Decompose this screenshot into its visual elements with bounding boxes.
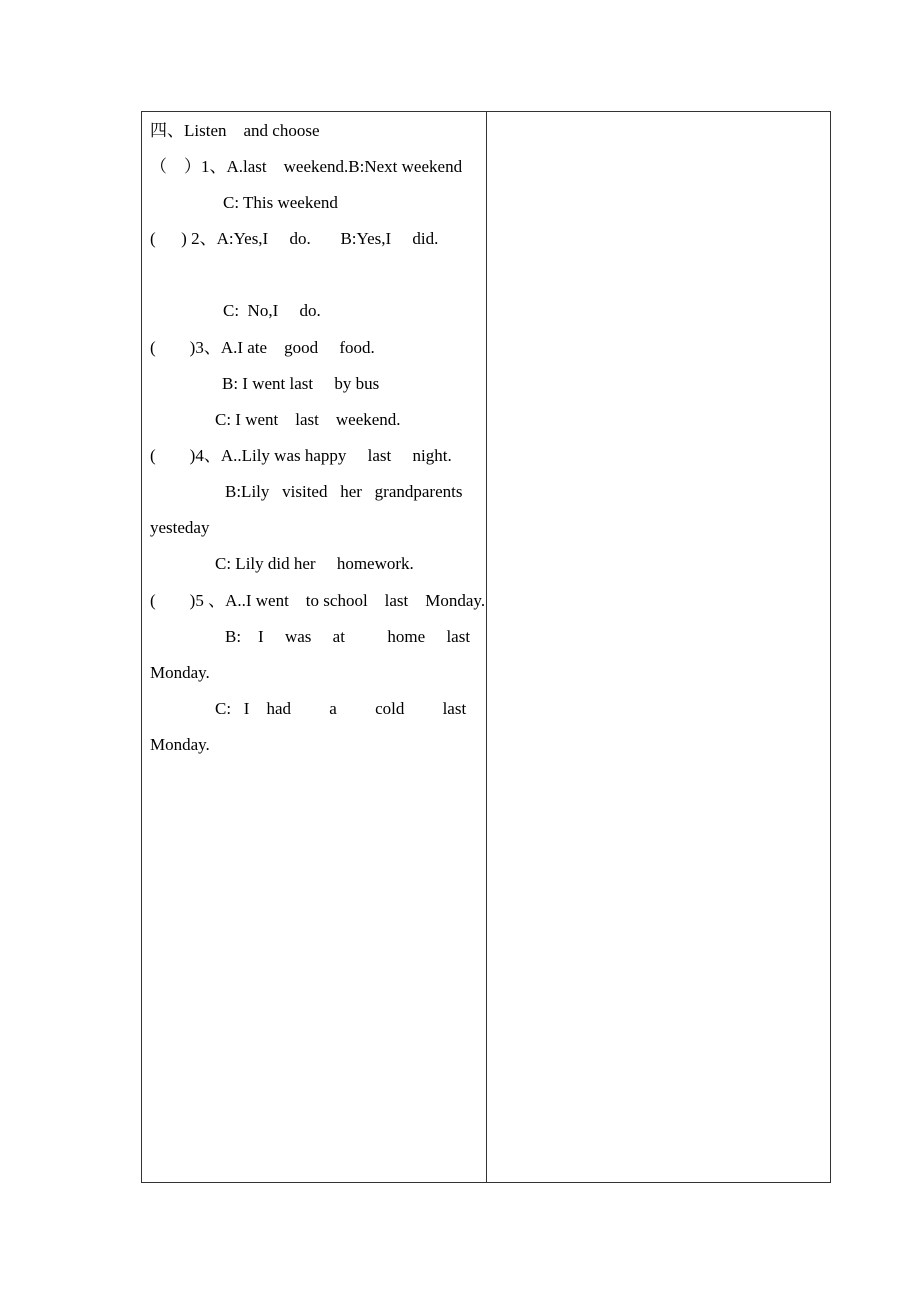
question-5-option-b-cont: Monday. bbox=[150, 663, 210, 682]
question-3-option-c: C: I went last weekend. bbox=[215, 410, 401, 429]
question-4-option-c: C: Lily did her homework. bbox=[215, 554, 414, 573]
question-3: ( )3、A.I ate good food. bbox=[150, 338, 375, 357]
question-3-option-b: B: I went last by bus bbox=[222, 374, 380, 393]
right-cell bbox=[487, 112, 830, 1182]
question-2-option-c: C: No,I do. bbox=[223, 301, 321, 320]
left-cell bbox=[142, 112, 486, 1182]
section-title: 四、Listen and choose bbox=[150, 121, 320, 140]
question-5-option-b: B: I was at home last bbox=[225, 627, 471, 646]
question-4: ( )4、A..Lily was happy last night. bbox=[150, 446, 452, 465]
question-4-option-b-cont: yesteday bbox=[150, 518, 210, 537]
question-1-option-c: C: This weekend bbox=[223, 193, 338, 212]
question-5: ( )5 、A..I went to school last Monday. bbox=[150, 591, 486, 610]
question-2: ( ) 2、A:Yes,I do. B:Yes,I did. bbox=[150, 229, 439, 248]
question-5-option-c: C: I had a cold last bbox=[215, 699, 467, 718]
question-5-option-c-cont: Monday. bbox=[150, 735, 210, 754]
question-4-option-b: B:Lily visited her grandparents bbox=[225, 482, 463, 501]
question-1: （ ）1、A.last weekend.B:Next weekend bbox=[150, 157, 463, 176]
